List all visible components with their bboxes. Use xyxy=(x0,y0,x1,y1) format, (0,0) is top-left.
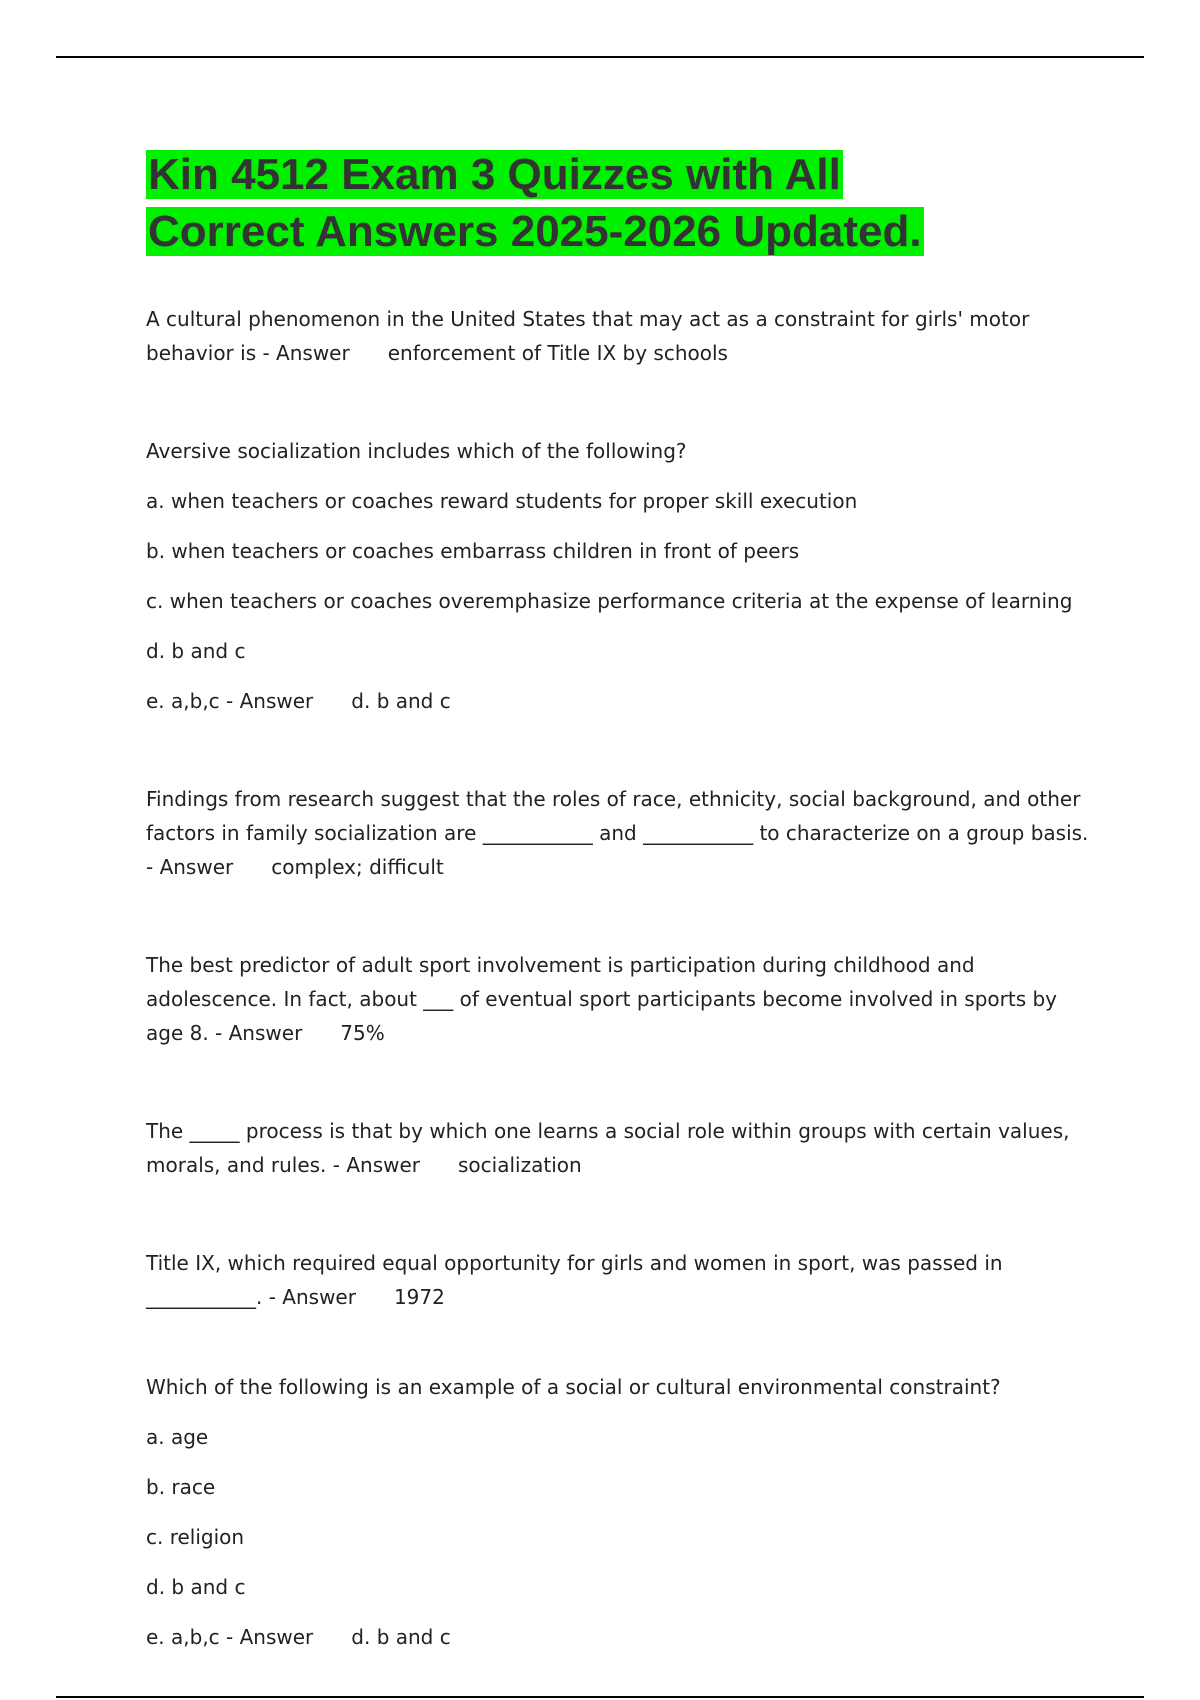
question-text: The best predictor of adult sport involvement is participation during childhood and adolescence. In fact, about ___ of eventual sport participants become involved in sports by age 8. - Answer 75% xyxy=(146,953,1057,1045)
question-text: Findings from research suggest that the roles of race, ethnicity, social background, and other factors in family socialization are ___________ and ___________ to characterize on a group basis. - Answer complex; difficult xyxy=(146,787,1089,879)
qa-item xyxy=(146,1370,1096,1654)
option-b: b. when teachers or coaches embarrass children in front of peers xyxy=(146,539,800,563)
qa-item xyxy=(146,1114,1096,1182)
answer-text: d. b and c xyxy=(351,1625,451,1649)
option-e: e. a,b,c - Answer d. b and c xyxy=(146,1625,451,1649)
option-e: e. a,b,c - Answer d. b and c xyxy=(146,689,451,713)
question-text: A cultural phenomenon in the United States that may act as a constraint for girls' motor behavior is - Answer enforcement of Title IX by schools xyxy=(146,307,1030,365)
document-page xyxy=(146,146,1096,1654)
answer-text: 75% xyxy=(340,1021,385,1045)
document-title xyxy=(146,146,1096,260)
title-line-2: Correct Answers 2025-2026 Updated. xyxy=(148,207,922,256)
qa-item xyxy=(146,1246,1096,1314)
qa-item xyxy=(146,782,1096,884)
option-a: a. age xyxy=(146,1425,209,1449)
answer-text: 1972 xyxy=(393,1285,445,1309)
option-a: a. when teachers or coaches reward students for proper skill execution xyxy=(146,489,858,513)
qa-item xyxy=(146,434,1096,718)
option-c: c. when teachers or coaches overemphasize performance criteria at the expense of learning xyxy=(146,589,1073,613)
question-text: The _____ process is that by which one learns a social role within groups with certain values, morals, and rules. - Answer socialization xyxy=(146,1119,1070,1177)
answer-text: d. b and c xyxy=(351,689,451,713)
question-text: Title IX, which required equal opportunity for girls and women in sport, was passed in ___________. - Answer 1972 xyxy=(146,1251,1003,1309)
answer-text: socialization xyxy=(458,1153,582,1177)
question-text: Which of the following is an example of a social or cultural environmental constraint? xyxy=(146,1375,1001,1399)
qa-item xyxy=(146,302,1096,370)
option-d: d. b and c xyxy=(146,1575,246,1599)
option-c: c. religion xyxy=(146,1525,245,1549)
option-b: b. race xyxy=(146,1475,216,1499)
footer-rule xyxy=(56,1696,1144,1698)
question-text: Aversive socialization includes which of the following? xyxy=(146,439,687,463)
answer-text: enforcement of Title IX by schools xyxy=(387,341,728,365)
option-d: d. b and c xyxy=(146,639,246,663)
answer-text: complex; difficult xyxy=(271,855,444,879)
qa-item xyxy=(146,948,1096,1050)
header-rule xyxy=(56,56,1144,58)
title-line-1: Kin 4512 Exam 3 Quizzes with All xyxy=(148,150,841,199)
